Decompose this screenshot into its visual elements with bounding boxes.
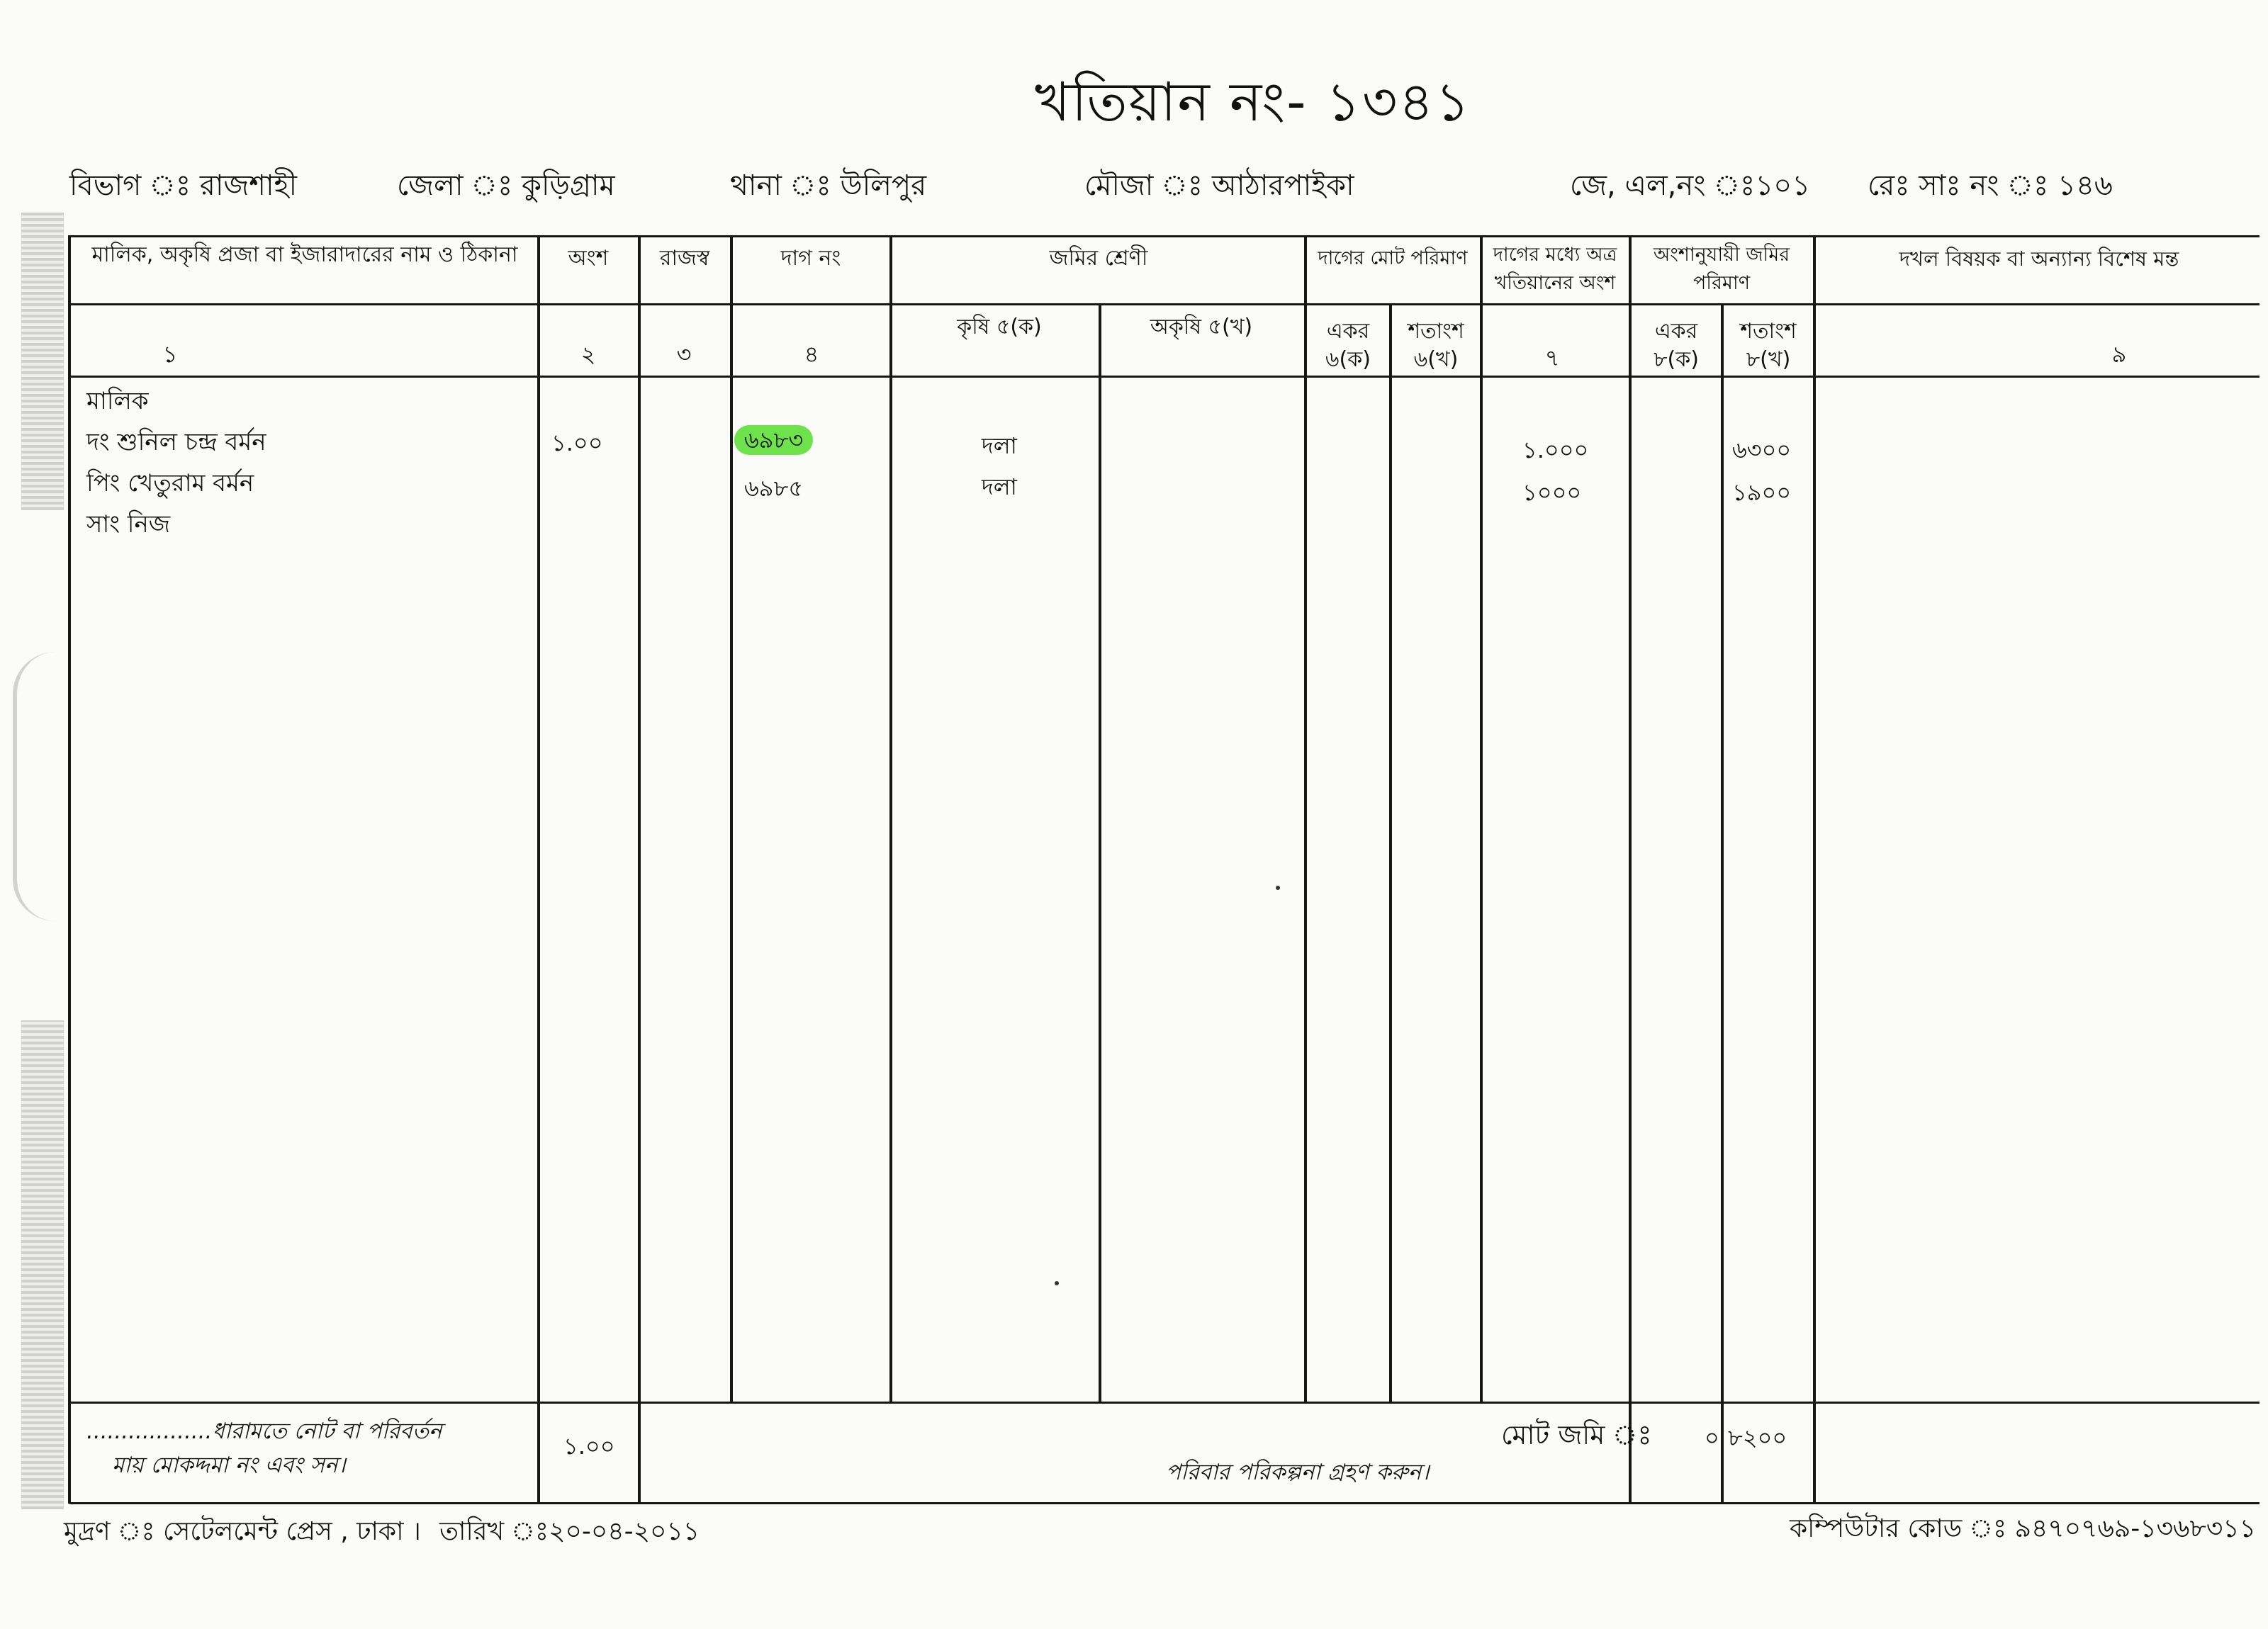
dag-portion-cell: ১০০০ (1522, 479, 1582, 506)
land-class-cell: দলা (982, 432, 1017, 459)
col-divider (1629, 235, 1632, 1504)
col-number: ২ (580, 341, 596, 368)
khatian-title: খতিয়ান নং- ১৩৪১ (1035, 70, 1472, 133)
col-divider (638, 235, 641, 1504)
thana-label: থানা ঃ উলিপুর (730, 169, 927, 202)
col-divider (1099, 303, 1101, 1403)
subheader-satak-6: শতাংশ ৬(খ) (1408, 319, 1464, 372)
footer-bottom-rule (69, 1502, 2259, 1504)
subheader-acre-6: একর ৬(ক) (1325, 319, 1371, 372)
total-acre-value: ০ (1705, 1424, 1719, 1451)
header-share-land: অংশানুযায়ী জমির পরিমাণ (1653, 244, 1790, 294)
col-number: ৪ (804, 341, 819, 368)
col-divider (730, 235, 733, 1403)
owner-name: দং শুনিল চন্দ্র বর্মন (86, 428, 266, 456)
satak-cell: ৬৩০০ (1732, 436, 1792, 463)
total-land-label: মোট জমি ঃ (1501, 1419, 1652, 1450)
print-date: তারিখ ঃ২০-০৪-২০১১ (439, 1517, 700, 1546)
col-divider (1304, 235, 1307, 1403)
header-owner: মালিক, অকৃষি প্রজা বা ইজারাদারের নাম ও ঠিকানা (91, 242, 518, 267)
division-label: বিভাগ ঃ রাজশাহী (69, 169, 298, 202)
header-dag-total: দাগের মোট পরিমাণ (1318, 247, 1468, 269)
table-row (734, 422, 813, 461)
owner-address: সাং নিজ (86, 510, 171, 539)
header-revenue: রাজস্ব (659, 246, 710, 271)
share-total: ১.০০ (563, 1433, 615, 1460)
owner-heading: মালিক (86, 387, 149, 415)
reg-number-label: রেঃ সাঃ নং ঃ ১৪৬ (1868, 169, 2113, 202)
header-bottom-rule (69, 376, 2259, 378)
jl-number-label: জে, এল,নং ঃ১০১ (1570, 169, 1811, 202)
header-remarks: দখল বিষয়ক বা অন্যান্য বিশেষ মন্ত (1899, 247, 2179, 271)
computer-code: কম্পিউটার কোড ঃ ৯৪৭০৭৬৯-১৩৬৮৩১১ (1790, 1514, 2256, 1543)
header-dag-no: দাগ নং (780, 246, 841, 271)
family-planning-slogan: পরিবার পরিকল্পনা গ্রহণ করুন। (1166, 1460, 1430, 1485)
table-top-rule (69, 235, 2259, 237)
col-number: ৯ (2111, 341, 2127, 368)
table-left-border (68, 235, 71, 1504)
scan-speck (1055, 1281, 1059, 1285)
subheader-rule (889, 303, 1814, 305)
col-divider (889, 235, 892, 1403)
dag-number-highlighted: ৬৯৮৩ (734, 425, 813, 455)
subheader-satak-8: শতাংশ ৮(খ) (1740, 319, 1797, 372)
mouza-label: মৌজা ঃ আঠারপাইকা (1084, 169, 1354, 202)
col-number: ৩ (676, 341, 692, 368)
dag-number-cell: ৬৯৮৫ (744, 475, 804, 502)
scan-edge-shadow (21, 1020, 64, 1509)
subheader-agri: কৃষি ৫(ক) (957, 315, 1042, 339)
header-land-class: জমির শ্রেণী (1049, 246, 1148, 271)
seal-stamp-fragment (13, 652, 74, 921)
col-divider (1813, 235, 1816, 1504)
satak-cell: ১৯০০ (1732, 479, 1792, 506)
press-info: মুদ্রণ ঃ সেটেলমেন্ট প্রেস , ঢাকা । (64, 1517, 421, 1546)
subheader-acre-8: একর ৮(ক) (1654, 319, 1699, 372)
col-divider (1389, 303, 1392, 1403)
col-divider (1721, 303, 1724, 1502)
dag-portion-cell: ১.০০০ (1522, 436, 1589, 463)
total-satak-value: ৮২০০ (1728, 1424, 1787, 1451)
col-number: ১ (162, 341, 178, 368)
header-share: অংশ (568, 246, 609, 271)
land-class-cell: দলা (982, 473, 1017, 500)
district-label: জেলা ঃ কুড়িগ্রাম (397, 169, 615, 202)
owner-father: পিং খেতুরাম বর্মন (86, 469, 254, 497)
subheader-non-agri: অকৃষি ৫(খ) (1150, 315, 1253, 339)
col-number: ৭ (1544, 344, 1560, 371)
col-divider (537, 235, 540, 1504)
scan-speck (1276, 886, 1280, 890)
header-dag-share: দাগের মধ্যে অত্র খতিয়ানের অংশ (1493, 244, 1617, 294)
col-divider (1480, 235, 1483, 1403)
share-value: ১.০০ (551, 429, 603, 456)
note-line-2: মায় মোকদ্দমা নং এবং সন। (112, 1453, 346, 1478)
note-line-1: ..................ধারামতে নোট বা পরিবর্তন (86, 1419, 442, 1444)
body-bottom-rule (69, 1402, 2259, 1404)
scan-edge-shadow (21, 213, 64, 510)
